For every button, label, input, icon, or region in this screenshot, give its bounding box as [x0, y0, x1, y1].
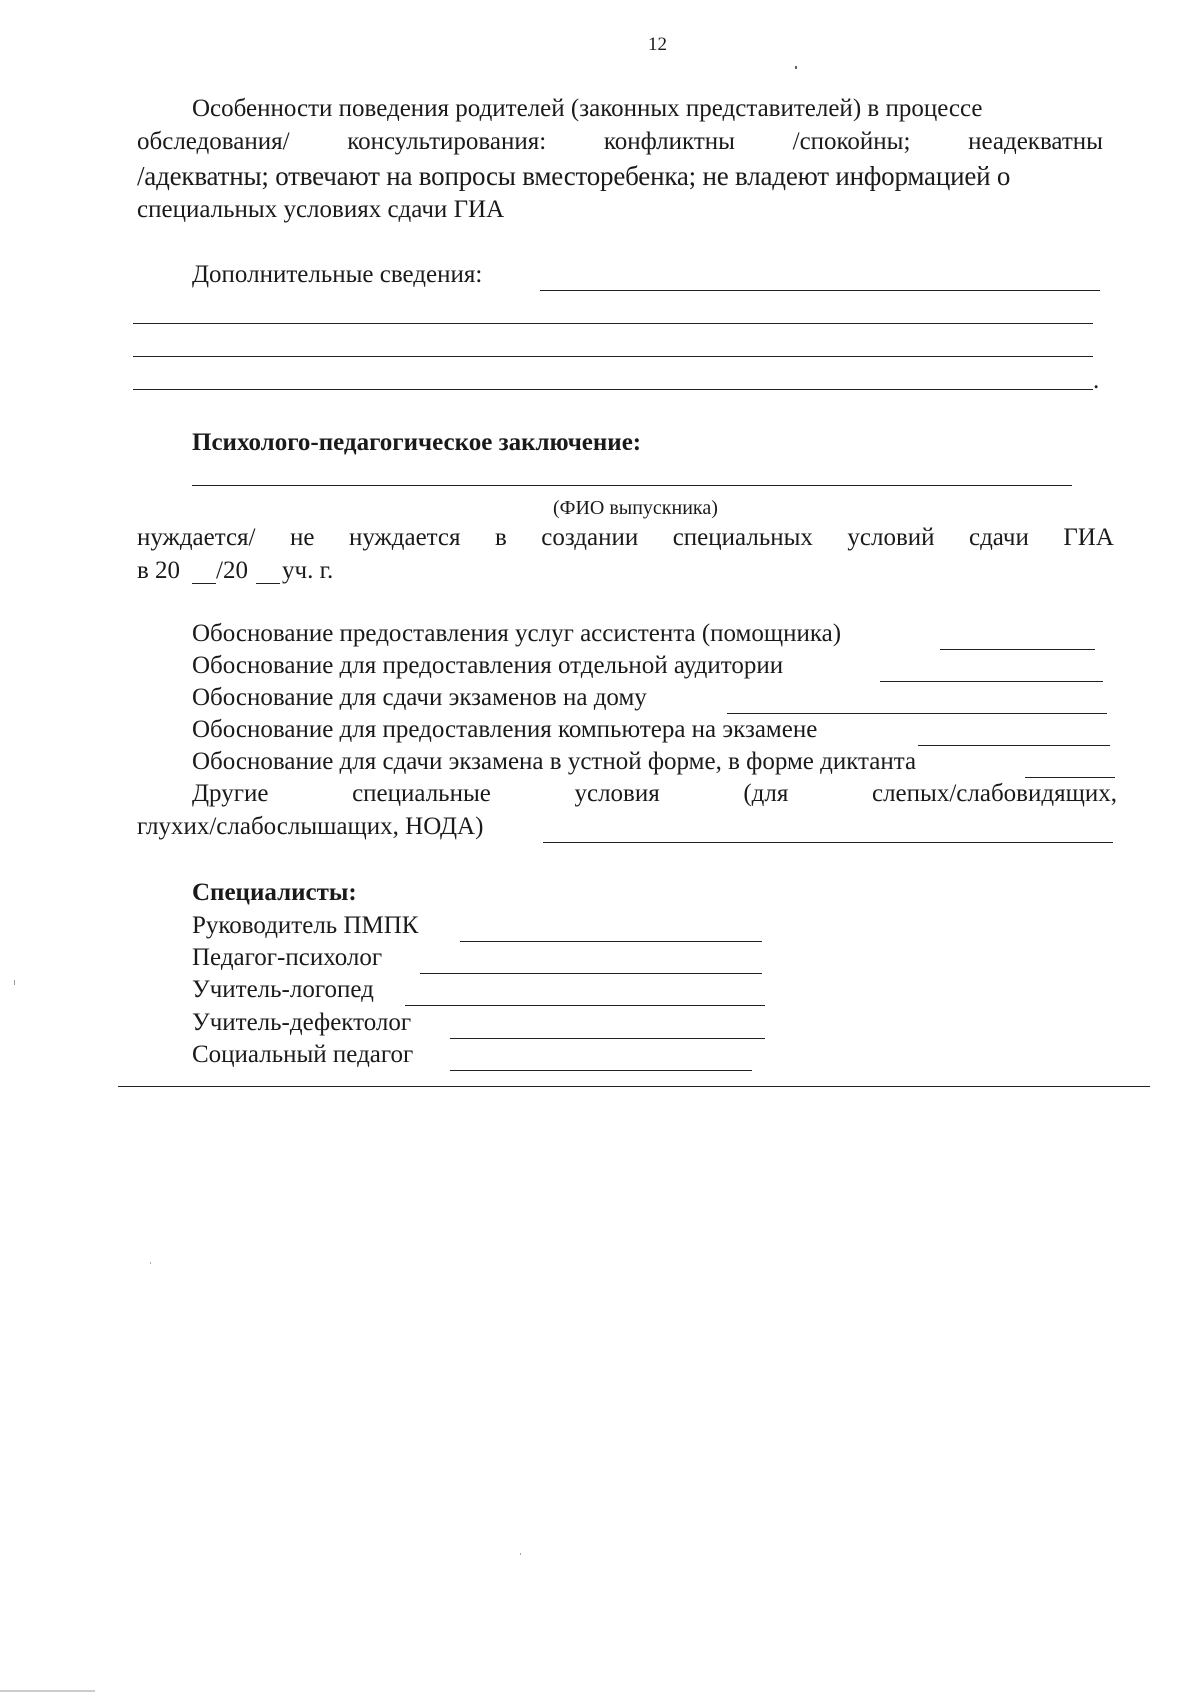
word: сдачи: [968, 524, 1029, 551]
needs-conditions-line: [137, 523, 1114, 553]
specialist-speech-therapist-field[interactable]: [405, 1005, 765, 1006]
specialist-pmpk-head-field[interactable]: [460, 941, 762, 942]
year-separator: /20: [216, 557, 248, 584]
justification-oral-form: Обоснование для сдачи экзамена в устной форме, в форме диктанта: [192, 748, 917, 775]
justification-assistant: Обоснование предоставления услуг ассистента (помощника): [192, 620, 842, 647]
justification-computer-field[interactable]: [918, 745, 1110, 746]
additional-info-line[interactable]: [133, 323, 1093, 324]
word: не: [289, 524, 315, 551]
parents-behavior-line1: Особенности поведения родителей (законных представителей) в процессе: [192, 95, 983, 122]
word: специальных: [672, 524, 813, 551]
other-conditions-line2: глухих/слабослышащих, НОДА): [137, 813, 484, 840]
specialist-defectologist: Учитель-дефектолог: [192, 1009, 412, 1036]
specialist-social-pedagogue-field[interactable]: [450, 1070, 752, 1071]
specialist-speech-therapist: Учитель-логопед: [192, 976, 374, 1003]
specialists-heading: Специалисты:: [192, 879, 357, 906]
word: консультирования:: [347, 128, 547, 155]
parents-behavior-line4: специальных условиях сдачи ГИА: [137, 196, 505, 223]
parents-behavior-line2: [137, 127, 1103, 157]
year-blank-1[interactable]: [192, 583, 216, 584]
graduate-name-field[interactable]: [192, 485, 1072, 486]
additional-info-line[interactable]: [133, 389, 1093, 390]
word: создании: [541, 524, 639, 551]
scan-speck: [520, 1553, 521, 1555]
word: нуждается: [348, 524, 461, 551]
justification-oral-form-field[interactable]: [1025, 777, 1115, 778]
additional-info-field[interactable]: [540, 290, 1100, 291]
justification-separate-room: Обоснование для предоставления отдельной аудитории: [192, 652, 784, 679]
word: конфликтны: [603, 128, 735, 155]
specialist-pmpk-head: Руководитель ПМПК: [192, 912, 419, 939]
word: ГИА: [1063, 524, 1114, 551]
scan-edge-mark: [0, 1690, 95, 1692]
year-suffix: уч. г.: [282, 557, 334, 584]
word: обследования/: [137, 128, 290, 155]
scan-speck: [150, 1262, 151, 1264]
additional-info-label: Дополнительные сведения:: [192, 261, 483, 288]
other-conditions-line1: [192, 779, 1117, 809]
word: нуждается/: [137, 524, 256, 551]
specialist-defectologist-field[interactable]: [450, 1038, 765, 1039]
word: Другие: [192, 780, 269, 807]
word: условия: [574, 780, 660, 807]
parents-behavior-line3: /адекватны; отвечают на вопросы вместоребенка; не владеют информацией о: [137, 161, 1011, 191]
conclusion-heading: Психолого-педагогическое заключение:: [192, 429, 642, 456]
specialist-psychologist: Педагог-психолог: [192, 944, 383, 971]
word: условий: [847, 524, 935, 551]
scan-speck: [795, 66, 797, 69]
justification-assistant-field[interactable]: [940, 649, 1095, 650]
specialist-psychologist-field[interactable]: [420, 973, 762, 974]
justification-home-exam: Обоснование для сдачи экзаменов на дому: [192, 684, 647, 711]
scan-speck: [14, 980, 15, 985]
word: (для: [743, 780, 789, 807]
year-blank-2[interactable]: [256, 583, 280, 584]
end-mark: .: [1093, 367, 1100, 394]
graduate-name-caption: (ФИО выпускника): [553, 497, 718, 519]
word: специальные: [352, 780, 491, 807]
justification-computer: Обоснование для предоставления компьютера на экзамене: [192, 716, 818, 743]
bottom-rule: [118, 1086, 1150, 1087]
word: /спокойны;: [792, 128, 911, 155]
justification-separate-room-field[interactable]: [880, 681, 1103, 682]
page-number: 12: [648, 34, 667, 55]
specialist-social-pedagogue: Социальный педагог: [192, 1041, 414, 1068]
other-conditions-field[interactable]: [543, 842, 1113, 843]
year-prefix: в 20: [137, 557, 181, 584]
word: слепых/слабовидящих,: [871, 780, 1117, 807]
word: в: [494, 524, 507, 551]
justification-home-exam-field[interactable]: [727, 713, 1107, 714]
additional-info-line[interactable]: [133, 356, 1093, 357]
word: неадекватны: [968, 128, 1103, 155]
